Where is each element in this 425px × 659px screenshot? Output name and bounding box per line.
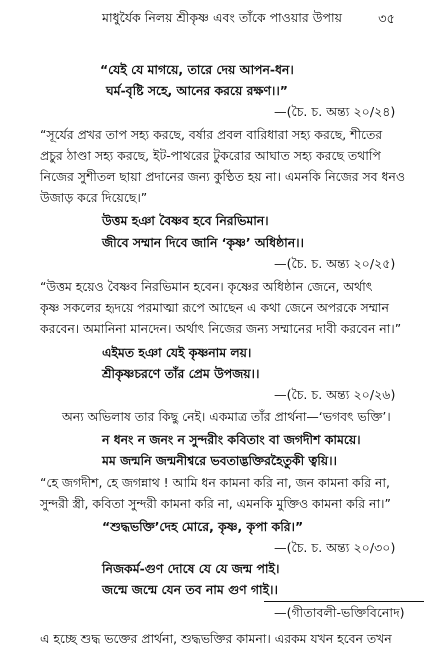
verse2-citation: —(চৈ. চ. অন্ত্য ২০/২৫) (274, 256, 396, 271)
verse4-citation: —(চৈ. চ. অন্ত্য ২০/৩০) (274, 540, 396, 555)
para1-line1: “সূর্যের প্রখর তাপ সহ্য করছে, বর্ষার প্রবল বারিধারা সহ্য করছে, শীতের (40, 127, 383, 142)
para4-line1: “হে জগদীশ, হে জগন্নাথ ! আমি ধন কামনা করি না, জন কামনা করি না, (40, 475, 390, 490)
verse3-line1: এইমত হঞা যেই কৃষ্ণনাম লয়। (102, 345, 252, 360)
para1-line3: নিজের সুশীতল ছায়া প্রদানের জন্য কুণ্ঠিত হয় না। এমনকি নিজের সব ধনও (40, 169, 405, 184)
para2-line2: কৃষ্ণ সকলের হৃদয়ে পরমাত্মা রূপে আছেন এ কথা জেনে অপরকে সম্মান (40, 300, 389, 315)
sanskrit-line2: মম জন্মনি জন্মনীশ্বরে ভবতাদ্ভক্তিরহৈতুকী ত্বয়ি।। (102, 453, 337, 468)
verse5-line1: নিজকর্ম-গুণ দোষে যে যে জন্ম পাই। (102, 561, 280, 576)
page-number: ৩৫ (378, 12, 395, 27)
sanskrit-line1: ন ধনং ন জনং ন সুন্দরীং কবিতাং বা জগদীশ কাময়ে। (102, 432, 361, 447)
verse1-line2: ঘর্ম-বৃষ্টি সহে, আনের করয়ে রক্ষণ।।” (106, 83, 288, 98)
para2-line1: “উত্তম হয়েও বৈষ্ণব নিরভিমান হবেন। কৃষ্ণের অধিষ্ঠান জেনে, অর্থাৎ (40, 279, 373, 294)
citation-rule (264, 601, 424, 602)
page-header (0, 10, 425, 28)
verse5-citation: —(গীতাবলী-ভক্তিবিনোদ) (274, 605, 405, 620)
verse3-citation: —(চৈ. চ. অন্ত্য ২০/২৬) (274, 387, 396, 402)
para2-line3: করবেন। অমানিনা মানদেন। অর্থাৎ নিজের জন্য সম্মানের দাবী করবেন না।” (40, 321, 402, 336)
verse1-citation: —(চৈ. চ. অন্ত্য ২০/২৪) (274, 104, 396, 119)
para5-line: এ হচ্ছে শুদ্ধ ভক্তের প্রার্থনা, শুদ্ধভক্তির কামনা। এরকম যখন হবেন তখন (40, 631, 392, 646)
verse4-line1: “শুদ্ধভক্তি’দেহ মোরে, কৃষ্ণ, কৃপা করি।” (102, 519, 304, 534)
para1-line2: প্রচুর ঠাণ্ডা সহ্য করছে, ইট-পাথরের টুকরোর আঘাত সহ্য করছে তথাপি (40, 148, 381, 163)
header-title: মাধুর্যৈক নিলয় শ্রীকৃষ্ণ এবং তাঁকে পাওয়ার উপায় (102, 10, 342, 25)
verse1-line1: “যেই যে মাগয়ে, তারে দেয় আপন-ধন। (100, 62, 294, 77)
verse2-line1: উত্তম হঞা বৈষ্ণব হবে নিরভিমান। (102, 213, 269, 228)
verse3-line2: শ্রীকৃষ্ণচরণে তাঁর প্রেম উপজয়।। (102, 366, 260, 381)
para4-line2: সুন্দরী স্ত্রী, কবিতা সুন্দরী কামনা করি না, এমনকি মুক্তিও কামনা করি না।” (40, 496, 391, 511)
para1-line4: উজাড় করে দিয়েছে।” (40, 190, 148, 205)
para3-line: অন্য অভিলাষ তার কিছু নেই। একমাত্র তাঁর প্রার্থনা—‘ভগবৎ ভক্তি’। (62, 409, 391, 424)
verse5-line2: জন্মে জন্মে যেন তব নাম গুণ গাই।। (102, 582, 278, 597)
verse2-line2: জীবে সম্মান দিবে জানি ‘কৃষ্ণ’ অধিষ্ঠান।। (102, 235, 304, 250)
